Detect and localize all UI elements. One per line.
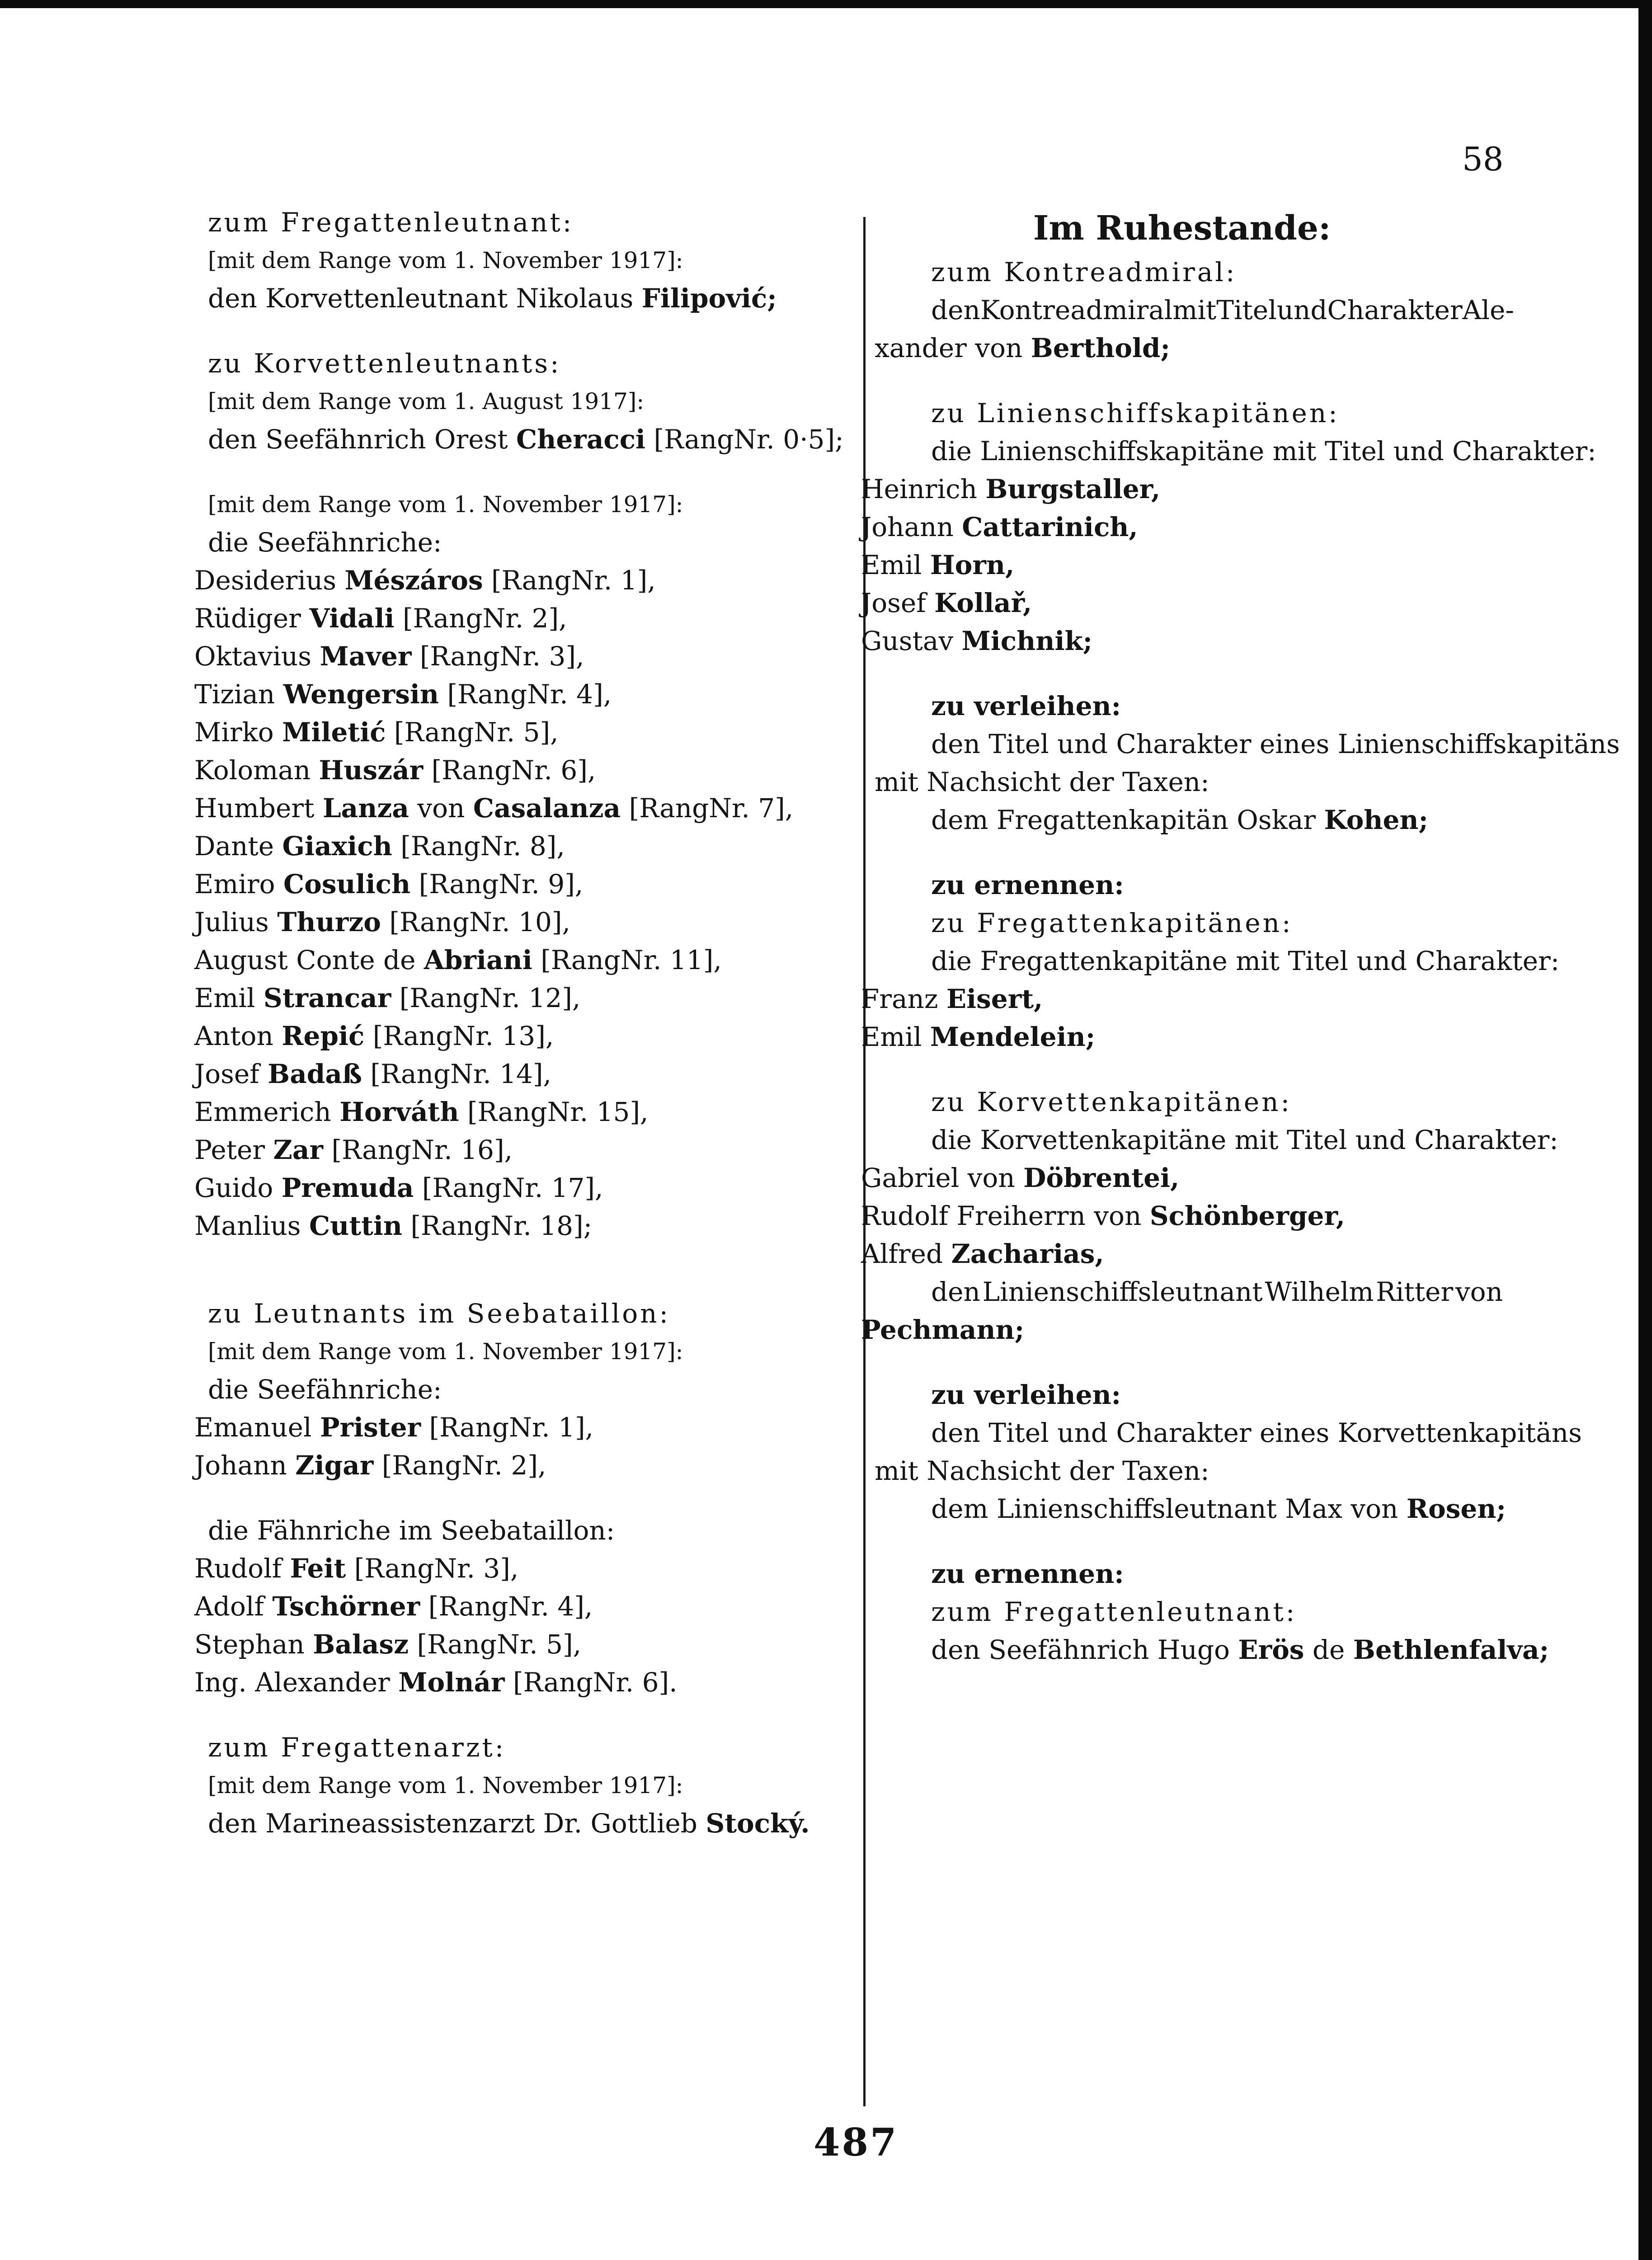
list-item: Emiro Cosulich [RangNr. 9], (194, 869, 584, 899)
corvette-captain-list (861, 1159, 1503, 1273)
list-intro: die Seefähnriche: (208, 527, 442, 558)
list-item: Koloman Huszár [RangNr. 6], (194, 755, 596, 786)
list-item: Rudolf Feit [RangNr. 3], (194, 1553, 519, 1584)
list-item: Tizian Wengersin [RangNr. 4], (194, 679, 612, 710)
section-heading: zu Linienschiffskapitänen: (931, 398, 1340, 428)
entry: dem Fregattenkapitän Oskar Kohen; (931, 805, 1428, 835)
section-heading: zu Korvettenkapitänen: (931, 1087, 1292, 1117)
section-heading: zum Fregattenarzt: (208, 1732, 506, 1763)
entry-rank: [RangNr. 0·5]; (654, 424, 844, 455)
entry (194, 279, 854, 317)
entry-line: den Linienschiffsleutnant Wilhelm Ritter von (931, 1276, 1503, 1307)
entry-name: Berthold; (1031, 333, 1170, 363)
list-item: Julius Thurzo [RangNr. 10], (194, 907, 570, 937)
page-number: 58 (1462, 140, 1504, 178)
ensign-list (194, 561, 854, 1245)
list-item: Gabriel von Döbrentei, (861, 1163, 1180, 1193)
section-heading: zu Leutnants im Seebataillon: (208, 1298, 671, 1329)
list-item: Emil Strancar [RangNr. 12], (194, 983, 581, 1013)
rank-note: [mit dem Range vom 1. November 1917]: (208, 1772, 683, 1799)
list-item: Peter Zar [RangNr. 16], (194, 1135, 513, 1165)
section-heading: zu ernennen: (931, 1558, 1124, 1589)
section-heading: zum Fregattenleutnant: (208, 207, 574, 238)
rank-note: [mit dem Range vom 1. August 1917]: (208, 388, 645, 414)
right-column (861, 203, 1620, 1669)
entry-line: den Titel und Charakter eines Korvettenkapitäns (931, 1417, 1582, 1448)
entry-line: mit Nachsicht der Taxen: (875, 1455, 1210, 1486)
entry (194, 420, 854, 458)
list-item: Josef Badaß [RangNr. 14], (194, 1059, 551, 1089)
section-subheading: zum Fregattenleutnant: (931, 1596, 1297, 1627)
scan-edge-top (0, 0, 1652, 8)
list-item: August Conte de Abriani [RangNr. 11], (194, 945, 722, 975)
entry-line: xander von Berthold; (875, 333, 1170, 363)
left-column (194, 203, 854, 1842)
rank-note: [mit dem Range vom 1. November 1917]: (208, 247, 683, 273)
entry-name: Stocký. (706, 1808, 810, 1839)
list-intro: die Korvettenkapitäne mit Titel und Charakter: (931, 1125, 1558, 1155)
list-item: Josef Kollař, (861, 588, 1032, 618)
entry: den Seefähnrich Hugo Erös de Bethlenfalva; (931, 1634, 1549, 1665)
list-item: Manlius Cuttin [RangNr. 18]; (194, 1210, 593, 1241)
entry-text: den Seefähnrich Orest (208, 424, 508, 455)
entry-text: den Korvettenleutnant Nikolaus (208, 283, 634, 314)
commander-list (861, 980, 1503, 1056)
list-item: Guido Premuda [RangNr. 17], (194, 1172, 603, 1203)
entry-name: Filipović; (641, 283, 777, 314)
list-item: Adolf Tschörner [RangNr. 4], (194, 1591, 593, 1622)
ensign-list (194, 1408, 854, 1484)
entry (194, 1804, 854, 1842)
section-heading: zu Korvettenleutnants: (208, 348, 561, 379)
list-item: Gustav Michnik; (861, 626, 1093, 656)
section-heading: zu verleihen: (931, 691, 1121, 721)
section-heading: zu verleihen: (931, 1380, 1121, 1410)
section-heading: zu ernennen: (931, 870, 1124, 900)
list-item: Emmerich Horváth [RangNr. 15], (194, 1097, 649, 1127)
entry-name: Kohen; (1324, 805, 1428, 835)
list-item: Johann Cattarinich, (861, 512, 1138, 542)
entry-line: mit Nachsicht der Taxen: (875, 767, 1210, 797)
list-item: Desiderius Mészáros [RangNr. 1], (194, 565, 656, 596)
list-item: Johann Zigar [RangNr. 2], (194, 1450, 546, 1481)
section-heading: zum Kontreadmiral: (931, 257, 1237, 287)
list-item: Emil Mendelein; (861, 1022, 1096, 1052)
list-item: Humbert Lanza von Casalanza [RangNr. 7], (194, 793, 794, 824)
section-subheading: zu Fregattenkapitänen: (931, 908, 1293, 938)
list-item: Heinrich Burgstaller, (861, 474, 1161, 504)
rank-note: [mit dem Range vom 1. November 1917]: (208, 491, 683, 518)
entry: dem Linienschiffsleutnant Max von Rosen; (931, 1493, 1506, 1524)
section-title: Im Ruhestande: (1033, 209, 1331, 248)
list-item: Rüdiger Vidali [RangNr. 2], (194, 603, 567, 634)
list-item: Emil Horn, (861, 550, 1015, 580)
captain-list (861, 470, 1503, 660)
entry-name: Cheracci (516, 424, 646, 455)
entry-name: Rosen; (1406, 1493, 1506, 1524)
list-intro: die Fregattenkapitäne mit Titel und Charakter: (931, 946, 1560, 976)
list-item: Emanuel Prister [RangNr. 1], (194, 1412, 594, 1443)
list-item: Mirko Miletić [RangNr. 5], (194, 717, 559, 748)
entry-text: den Marineassistenzarzt Dr. Gottlieb (208, 1808, 697, 1839)
list-item: Stephan Balasz [RangNr. 5], (194, 1629, 582, 1660)
list-item: Dante Giaxich [RangNr. 8], (194, 831, 565, 862)
list-item: Anton Repić [RangNr. 13], (194, 1021, 554, 1051)
entry-line: den Kontreadmiral mit Titel und Charakter Ale- (931, 295, 1514, 325)
list-intro: die Linienschiffskapitäne mit Titel und Charakter: (931, 436, 1596, 466)
list-item: Oktavius Maver [RangNr. 3], (194, 641, 584, 672)
list-item: Franz Eisert, (861, 984, 1043, 1014)
list-intro: die Seefähnriche: (208, 1374, 442, 1405)
list-intro: die Fähnriche im Seebataillon: (208, 1515, 615, 1546)
rank-note: [mit dem Range vom 1. November 1917]: (208, 1338, 683, 1365)
entry-name: Pechmann; (861, 1314, 1025, 1345)
footer-page-number: 487 (814, 2120, 899, 2165)
list-item: Rudolf Freiherrn von Schönberger, (861, 1201, 1345, 1231)
list-item: Alfred Zacharias, (861, 1238, 1104, 1269)
scan-edge-right (1638, 0, 1652, 2260)
list-item: Ing. Alexander Molnár [RangNr. 6]. (194, 1667, 678, 1698)
entry-line: den Titel und Charakter eines Linienschiffskapitäns (931, 729, 1620, 759)
cadet-list (194, 1549, 854, 1701)
